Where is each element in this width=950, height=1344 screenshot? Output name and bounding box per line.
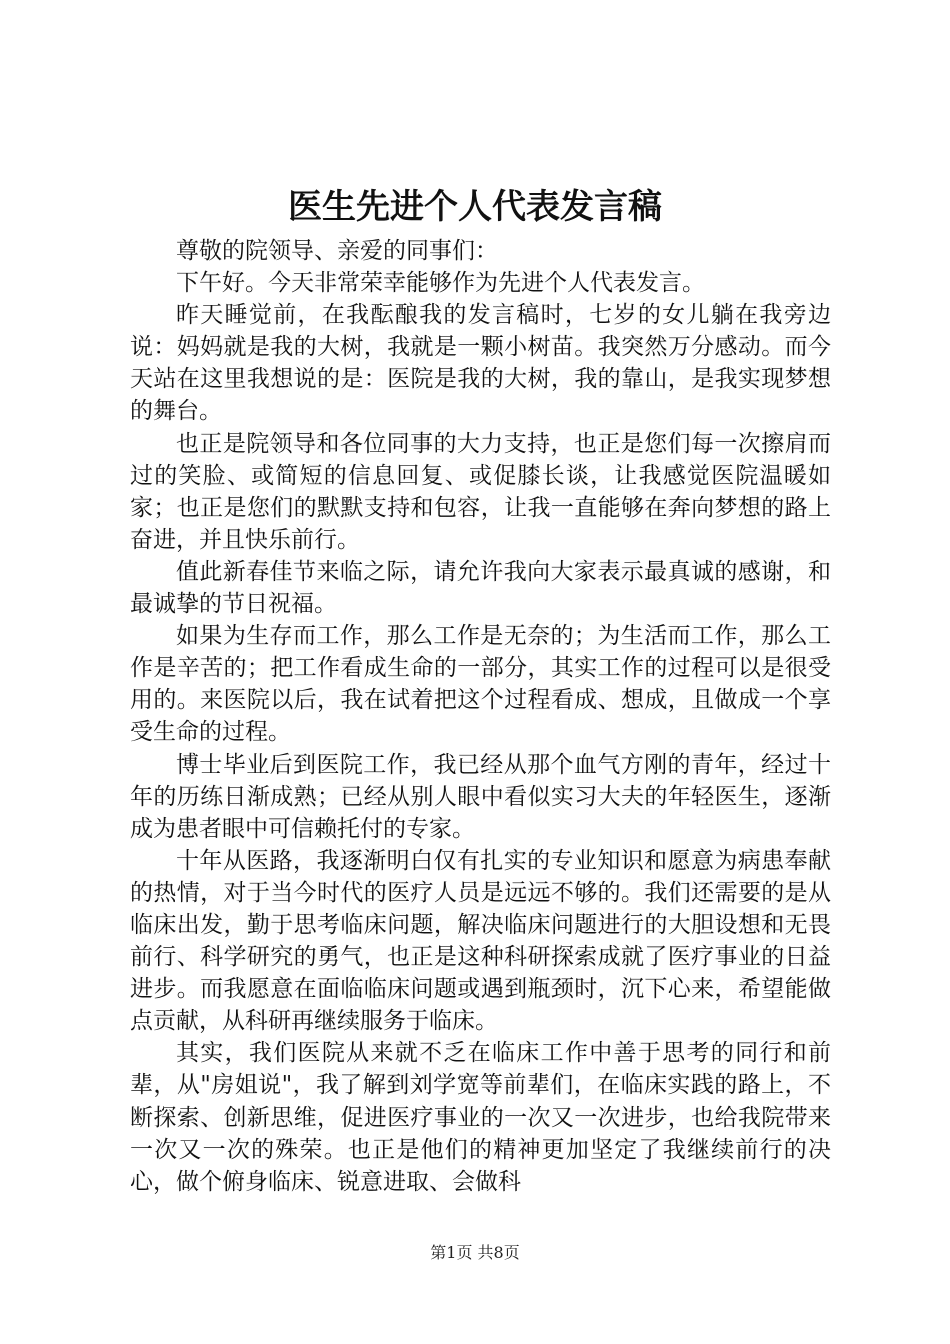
- body-paragraph: 博士毕业后到医院工作，我已经从那个血气方刚的青年，经过十年的历练日渐成熟；已经从别人眼中看似实习大夫的年轻医生，逐渐成为患者眼中可信赖托付的专家。: [130, 751, 831, 842]
- body-paragraph: 十年从医路，我逐渐明白仅有扎实的专业知识和愿意为病患奉献的热情，对于当今时代的医疗人员是远远不够的。我们还需要的是从临床出发，勤于思考临床问题，解决临床问题进行的大胆设想和无畏前行、科学研究的勇气，也正是这种科研探索成就了医疗事业的日益进步。而我愿意在面临临床问题或遇到瓶颈时，沉下心来，希望能做点贡献，从科研再继续服务于临床。: [130, 847, 831, 1035]
- document-body: [130, 235, 831, 1198]
- page-title: 医生先进个人代表发言稿: [288, 187, 662, 227]
- body-paragraph: 也正是院领导和各位同事的大力支持，也正是您们每一次擦肩而过的笑脸、或简短的信息回复、或促膝长谈，让我感觉医院温暖如家；也正是您们的默默支持和包容，让我一直能够在奔向梦想的路上奋进，并且快乐前行。: [130, 430, 831, 553]
- salutation-paragraph: 尊敬的院领导、亲爱的同事们：: [176, 238, 498, 264]
- body-paragraph: 其实，我们医院从来就不乏在临床工作中善于思考的同行和前辈，从"房姐说"，我了解到刘学宽等前辈们，在临床实践的路上，不断探索、创新思维，促进医疗事业的一次又一次进步，也给我院带来一次又一次的殊荣。也正是他们的精神更加坚定了我继续前行的决心，做个俯身临床、锐意进取、会做科: [130, 1040, 831, 1195]
- page-number-footer: 第1页 共8页: [430, 1243, 520, 1262]
- greeting-paragraph: 下午好。今天非常荣幸能够作为先进个人代表发言。: [176, 270, 705, 297]
- body-paragraph: 值此新春佳节来临之际，请允许我向大家表示最真诚的感谢，和最诚挚的节日祝福。: [130, 558, 831, 618]
- body-paragraph: 昨天睡觉前，在我酝酿我的发言稿时，七岁的女儿躺在我旁边说：妈妈就是我的大树，我就是一颗小树苗。我突然万分感动。而今天站在这里我想说的是：医院是我的大树，我的靠山，是我实现梦想的舞台。: [130, 302, 831, 425]
- body-paragraph: 如果为生存而工作，那么工作是无奈的；为生活而工作，那么工作是辛苦的；把工作看成生命的一部分，其实工作的过程可以是很受用的。来医院以后，我在试着把这个过程看成、想成，且做成一个享受生命的过程。: [130, 623, 831, 746]
